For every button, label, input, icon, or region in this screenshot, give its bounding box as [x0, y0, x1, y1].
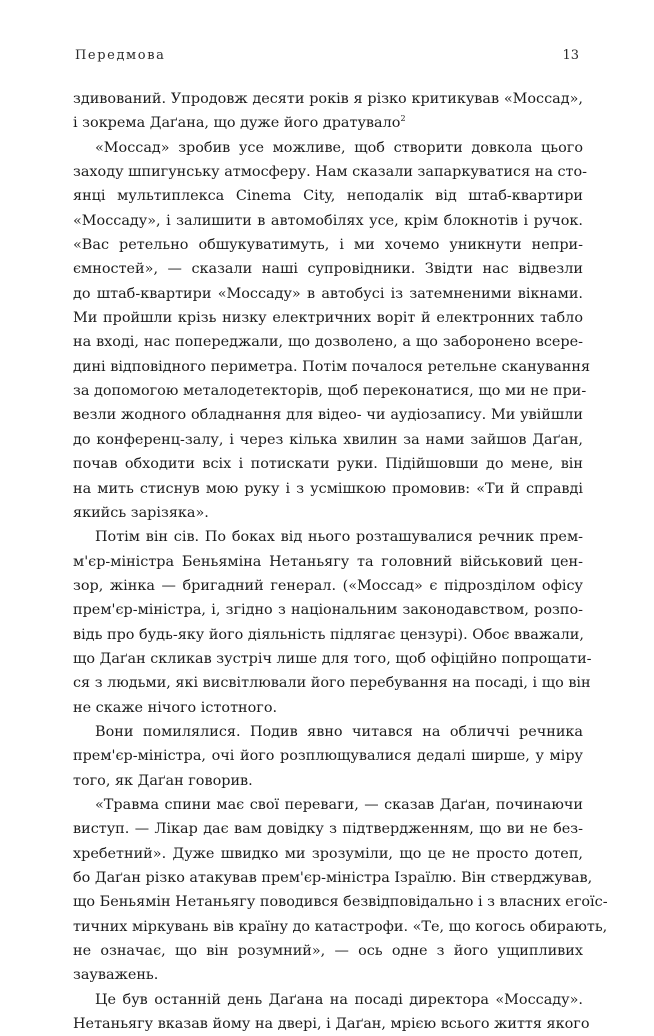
text-line: того, як Даґан говорив.	[73, 772, 253, 789]
text-line: прем'єр-міністра, і, згідно з національним законодавством, розпо-	[73, 602, 583, 619]
text-line: до штаб-квартири «Моссаду» в автобусі із затемненими вікнами.	[73, 285, 583, 302]
text-line: за допомогою металодетекторів, щоб переконатися, що ми не при-	[73, 383, 587, 400]
text-line: тичних міркувань вів країну до катастрофи. «Те, що когось обирають,	[73, 918, 608, 935]
text-line: ємностей», — сказали наші супровідники. Звідти нас відвезли	[73, 261, 583, 278]
chapter-title: Передмова	[75, 48, 166, 63]
text-line: відь про будь-яку його діяльність підлягає цензурі). Обоє вважали,	[73, 626, 584, 643]
text-line: янці мультиплекса Cinema City, неподалік від штаб-квартири	[73, 188, 583, 205]
paragraph	[73, 988, 590, 1036]
paragraph	[73, 793, 608, 988]
paragraph	[73, 720, 583, 793]
text-line: до конференц-залу, і через кілька хвилин за нами зайшов Даґан,	[73, 431, 583, 448]
text-line: «Моссад» зробив усе можливе, щоб створити довкола цього	[95, 139, 583, 156]
text-line: ся з людьми, які висвітлювали його перебування на посаді, і що він	[73, 675, 591, 692]
text-line: бо Даґан різко атакував прем'єр-міністра Ізраїлю. Він стверджував,	[73, 870, 593, 886]
text-line: «Травма спини має свої переваги, — сказав Даґан, починаючи	[95, 796, 583, 813]
paragraph	[73, 87, 583, 136]
text-line: Потім він сів. По боках від нього розташувалися речник прем-	[95, 529, 583, 546]
text-line: що Беньямін Нетаньягу поводився безвідповідально і з власних егоїс-	[73, 894, 608, 911]
text-line: якийсь зарізяка».	[73, 504, 209, 521]
text-line: м'єр-міністра Беньяміна Нетаньягу та головний військовий цен-	[73, 553, 583, 570]
text-line: прем'єр-міністра, очі його розплющувалися дедалі ширше, у міру	[73, 748, 583, 765]
text-line: дині відповідного периметра. Потім почалося ретельне сканування	[73, 358, 591, 375]
text-line: Вони помилялися. Подив явно читався на обличчі речника	[95, 723, 583, 740]
text-line: хребетний». Дуже швидко ми зрозуміли, що це не просто дотеп,	[73, 845, 583, 862]
text-line: зауважень.	[73, 967, 159, 984]
text-line: виступ. — Лікар дає вам довідку з підтвердженням, що ви не без-	[73, 821, 583, 838]
text-line: на мить стиснув мою руку і з усмішкою промовив: «Ти й справді	[73, 480, 583, 497]
text-line: почав обходити всіх і потискати руки. Підійшовши до мене, він	[73, 456, 583, 473]
text-line: зор, жінка — бригадний генерал. («Моссад» є підрозділом офісу	[73, 577, 583, 594]
text-line: везли жодного обладнання для відео- чи аудіозапису. Ми увійшли	[73, 407, 583, 424]
text-line: на вході, нас попереджали, що дозволено, а що заборонено всере-	[73, 334, 583, 351]
text-line: заходу шпигунську атмосферу. Нам сказали запаркуватися на сто-	[73, 164, 588, 181]
running-header	[75, 48, 579, 70]
text-line: Це був останній день Даґана на посаді директора «Моссаду».	[95, 991, 583, 1008]
text-line: не скаже нічого істотного.	[73, 699, 278, 716]
text-line: Нетаньягу вказав йому на двері, і Даґан, мрією всього життя якого	[73, 1016, 590, 1033]
text-line: що Даґан скликав зустріч лише для того, щоб офіційно попрощати-	[73, 650, 592, 667]
text-line: здивований. Упродовж десяти років я різко критикував «Моссад»,	[73, 91, 583, 107]
text-line: «Моссаду», і залишити в автомобілях усе, крім блокнотів і ручок.	[73, 212, 583, 229]
body-text	[73, 87, 608, 1036]
text-line: Ми пройшли крізь низку електричних воріт й електронних табло	[73, 310, 583, 327]
page-number: 13	[562, 48, 579, 63]
paragraph	[73, 136, 591, 526]
text-line: не означає, що він розумний», — ось одне з його ущипливих	[73, 943, 583, 960]
text-line: і зокрема Даґана, що дуже його дратувало$^2$	[73, 114, 406, 132]
footnote-marker: 2	[400, 114, 406, 124]
text-line: «Вас ретельно обшукуватимуть, і ми хочемо уникнути непри-	[73, 237, 583, 254]
paragraph	[73, 525, 592, 720]
